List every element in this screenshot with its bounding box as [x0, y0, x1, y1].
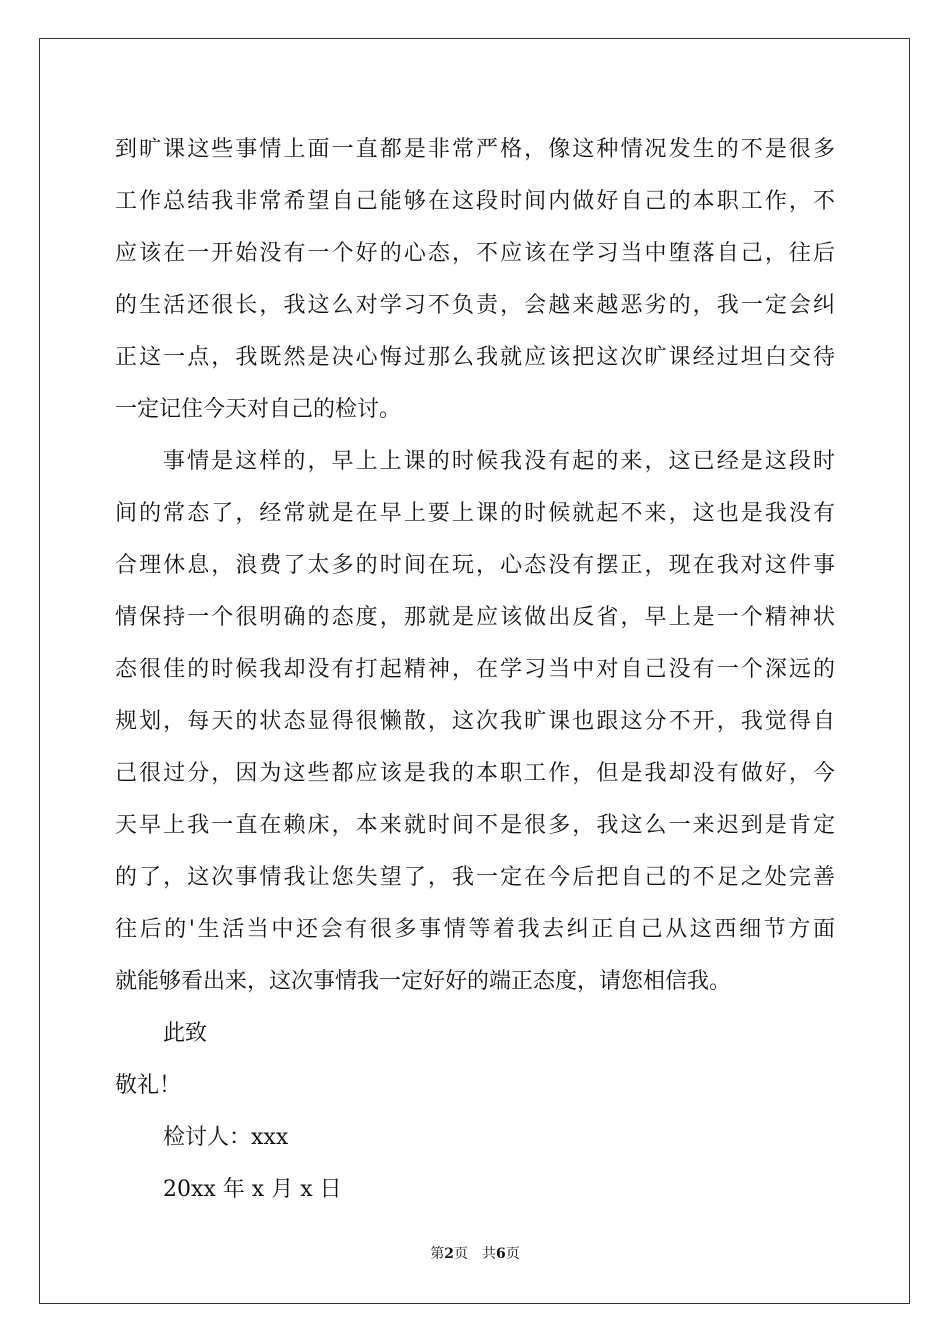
- paragraph-2-line-4: 情保持一个很明确的态度，那就是应该做出反省，早上是一个精神状: [115, 605, 835, 630]
- paragraph-2-line-1: 事情是这样的，早上上课的时候我没有起的来，这已经是这段时: [163, 449, 835, 474]
- paragraph-2-line-10: 往后的'生活当中还会有很多事情等着我去纠正自己从这西细节方面: [115, 917, 835, 942]
- signer-line: 检讨人：xxx: [163, 1125, 289, 1150]
- total-page-number: 6: [496, 1246, 506, 1262]
- page-mid: 页 共: [454, 1246, 496, 1262]
- paragraph-2-line-3: 合理休息，浪费了太多的时间在玩，心态没有摆正，现在我对这件事: [115, 553, 835, 578]
- paragraph-2-line-11: 就能够看出来，这次事情我一定好好的端正态度，请您相信我。: [115, 969, 732, 994]
- paragraph-2-line-2: 间的常态了，经常就是在早上要上课的时候就起不来，这也是我没有: [115, 501, 835, 526]
- paragraph-2-line-8: 天早上我一直在赖床，本来就时间不是很多，我这么一来迟到是肯定: [115, 813, 835, 838]
- paragraph-2-line-7: 己很过分，因为这些都应该是我的本职工作，但是我却没有做好，今: [115, 761, 835, 786]
- paragraph-2-line-9: 的了，这次事情我让您失望了，我一定在今后把自己的不足之处完善: [115, 865, 835, 890]
- paragraph-2-line-5: 态很佳的时候我却没有打起精神，在学习当中对自己没有一个深远的: [115, 657, 835, 682]
- closing-greeting: 此致: [163, 1021, 208, 1046]
- paragraph-1-line-3: 应该在一开始没有一个好的心态，不应该在学习当中堕落自己，往后: [115, 241, 835, 266]
- paragraph-1-line-4: 的生活还很长，我这么对学习不负责，会越来越恶劣的，我一定会纠: [115, 293, 835, 318]
- paragraph-2-line-6: 规划，每天的状态显得很懒散，这次我旷课也跟这分不开，我觉得自: [115, 709, 835, 734]
- current-page-number: 2: [444, 1246, 454, 1262]
- page-prefix: 第: [430, 1246, 445, 1262]
- closing-salute: 敬礼！: [115, 1073, 182, 1098]
- paragraph-1-line-1: 到旷课这些事情上面一直都是非常严格，像这种情况发生的不是很多: [115, 137, 835, 162]
- paragraph-1-line-5: 正这一点，我既然是决心悔过那么我就应该把这次旷课经过坦白交待: [115, 345, 835, 370]
- date-line: 20xx 年 x 月 x 日: [163, 1177, 342, 1202]
- page-indicator: [0, 1245, 950, 1263]
- paragraph-1-line-6: 一定记住今天对自己的检讨。: [115, 397, 402, 422]
- page-suffix: 页: [505, 1246, 520, 1262]
- paragraph-1-line-2: 工作总结我非常希望自己能够在这段时间内做好自己的本职工作，不: [115, 189, 835, 214]
